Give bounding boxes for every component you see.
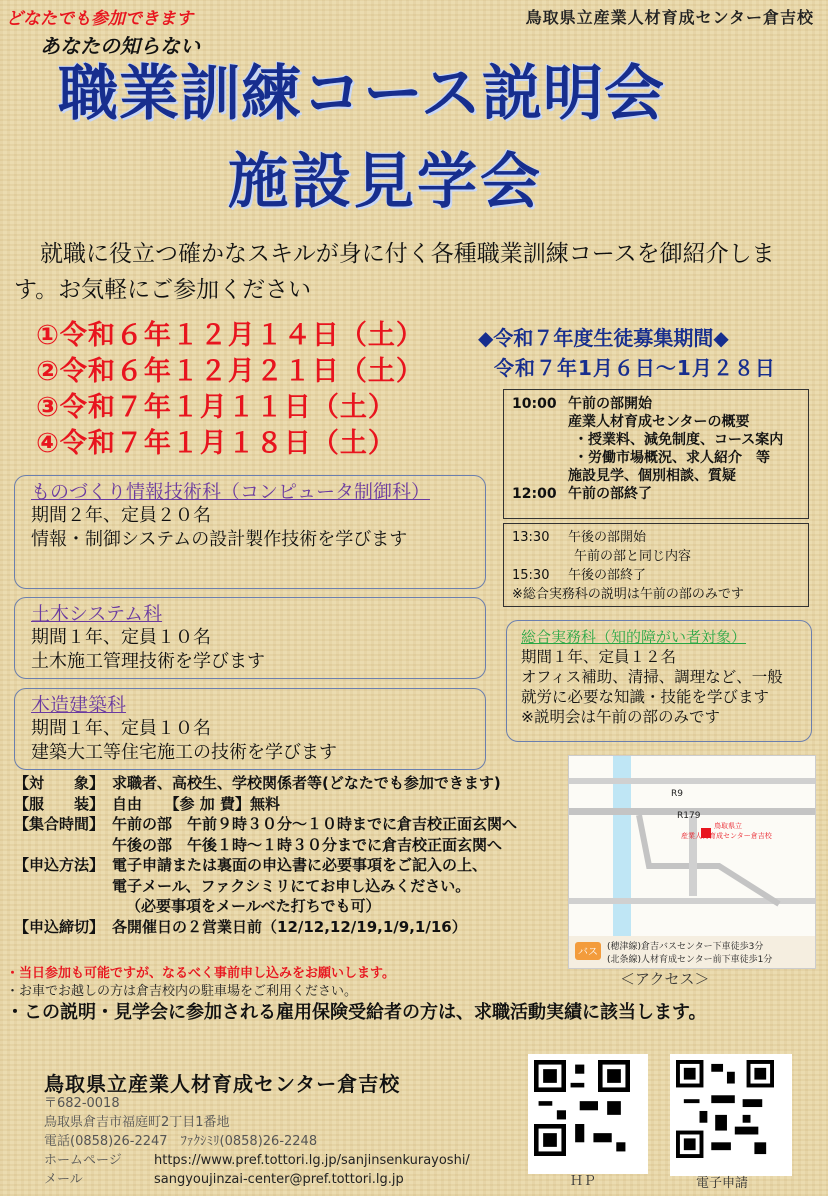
- footer-contact: [44, 1094, 470, 1189]
- apply-line-2: 電子メール、ファクシミリにてお申し込みください。: [112, 876, 471, 895]
- same-day-note: ・当日参加も可能ですが、なるべく事前申し込みをお願いします。: [6, 966, 395, 981]
- pretitle: あなたの知らない: [40, 34, 200, 58]
- target-label: 【対 象】: [14, 774, 105, 792]
- session-date-4: ④令和７年１月１８日（土）: [36, 428, 396, 459]
- map-graphic: [569, 756, 815, 968]
- map-center-label-2: 産業人材育成センター倉吉校: [681, 832, 772, 840]
- intro-text: 就職に役立つ確かなスキルが身に付く各種職業訓練コースを御紹介します。お気軽にご参加ください: [14, 241, 775, 303]
- course-period: 期間１年、定員１２名: [521, 648, 677, 666]
- session-date-3: ③令和７年１月１１日（土）: [36, 392, 396, 423]
- school-name-header: 鳥取県立産業人材育成センター倉吉校: [525, 8, 814, 27]
- map-bus-line-2: (北条線)人材育成センター前下車徒歩1分: [607, 955, 773, 965]
- map-r9: R9: [671, 789, 683, 799]
- afternoon-start-label: 午後の部開始: [568, 530, 647, 545]
- afternoon-end-time: 15:30: [512, 568, 550, 583]
- course-sougou-jitsumu: [506, 620, 812, 742]
- footer-phone: 電話(0858)26-2247 ﾌｧｸｼﾐﾘ(0858)26-2248: [44, 1134, 318, 1149]
- session-date-1: ①令和６年１２月１４日（土）: [36, 320, 424, 351]
- map-r179: R179: [677, 811, 701, 821]
- apply-qr-label: 電子申請: [696, 1176, 749, 1191]
- dress-value: 自由 【参 加 費】無料: [112, 794, 280, 813]
- footer-address: 鳥取県倉吉市福庭町2丁目1番地: [44, 1115, 230, 1130]
- hp-qr-label: ＨＰ: [570, 1174, 597, 1189]
- deadline-value: 各開催日の２営業日前（12/12,12/19,1/9,1/16）: [112, 917, 467, 936]
- qr-graphic: [676, 1060, 774, 1158]
- recruit-heading: ◆令和７年度生徒募集期間◆: [478, 326, 729, 350]
- anyone-can-join-note: どなたでも参加できます: [6, 9, 193, 29]
- apply-line-1: 電子申請または裏面の申込書に必要事項をご記入の上、: [112, 856, 488, 874]
- course-desc: 建築大工等住宅施工の技術を学びます: [31, 742, 337, 763]
- apply-qr-code[interactable]: [670, 1054, 792, 1176]
- overview-item-3: 施設見学、個別相談、質疑: [568, 468, 736, 484]
- course-doboku: [14, 597, 486, 679]
- course-period: 期間２年、定員２０名: [31, 505, 211, 526]
- morning-schedule: [503, 389, 809, 519]
- course-mokuzou: [14, 688, 486, 770]
- course-note: ※説明会は午前の部のみです: [521, 708, 720, 726]
- access-map: [568, 755, 816, 969]
- dress-label: 【服 装】: [14, 794, 105, 813]
- course-period: 期間１年、定員１０名: [31, 718, 211, 739]
- morning-end-time: 12:00: [512, 486, 557, 502]
- time-label: 【集合時間】: [14, 815, 105, 833]
- afternoon-end-label: 午後の部終了: [568, 568, 647, 583]
- morning-end-label: 午前の部終了: [568, 486, 652, 502]
- session-dates: [36, 318, 424, 462]
- course-name: 木造建築科: [31, 694, 127, 716]
- access-label: ＜アクセス＞: [620, 970, 710, 988]
- map-bus-line-1: (穂津線)倉吉バスセンター下車徒歩3分: [607, 942, 764, 952]
- deadline-label: 【申込締切】: [14, 917, 105, 936]
- afternoon-note: ※総合実務科の説明は午前の部のみです: [512, 587, 744, 602]
- overview: 産業人材育成センターの概要: [568, 414, 750, 430]
- hp-qr-code[interactable]: [528, 1054, 648, 1174]
- overview-item-2: ・労働市場概況、求人紹介 等: [574, 450, 770, 466]
- employment-insurance-note: ・この説明・見学会に参加される雇用保険受給者の方は、求職活動実績に該当します。: [6, 1002, 707, 1023]
- footer-mail-link[interactable]: sangyoujinzai-center@pref.tottori.lg.jp: [154, 1172, 404, 1187]
- morning-start-label: 午前の部開始: [568, 396, 652, 412]
- apply-line-3: （必要事項をメールべた打ちでも可）: [126, 897, 381, 915]
- course-desc: 土木施工管理技術を学びます: [31, 651, 265, 672]
- session-date-2: ②令和６年１２月２１日（土）: [36, 356, 424, 387]
- time-morning: 午前の部 午前９時３０分～１０時までに倉吉校正面玄関へ: [112, 815, 518, 833]
- parking-note: ・お車でお越しの方は倉吉校内の駐車場をご利用ください。: [6, 984, 358, 999]
- main-title: 職業訓練コース説明会: [58, 59, 665, 129]
- overview-item-1: ・授業料、減免制度、コース案内: [574, 432, 784, 448]
- afternoon-schedule: [503, 523, 809, 607]
- course-desc: 情報・制御システムの設計製作技術を学びます: [31, 529, 408, 550]
- map-bus-label: バス: [578, 947, 598, 958]
- course-desc-2: 就労に必要な知識・技能を学びます: [521, 688, 770, 706]
- course-name: 土木システム科: [31, 603, 163, 625]
- afternoon-start-time: 13:30: [512, 530, 550, 545]
- event-info: [14, 773, 574, 937]
- footer-zip: 〒682-0018: [44, 1096, 120, 1111]
- recruit-period: 令和７年1月６日～1月２８日: [494, 356, 776, 380]
- course-monozukuri: [14, 475, 486, 589]
- course-desc-1: オフィス補助、清掃、調理など、一般: [521, 668, 783, 686]
- footer-mail-label: メール: [44, 1172, 83, 1187]
- sub-title: 施設見学会: [228, 147, 543, 217]
- course-name: ものづくり情報技術科（コンピュータ制御科）: [31, 481, 431, 503]
- apply-label: 【申込方法】: [14, 856, 105, 874]
- time-afternoon: 午後の部 午後１時～１時３０分までに倉吉校正面玄関へ: [112, 835, 503, 854]
- course-name: 総合実務科（知的障がい者対象）: [521, 628, 747, 646]
- footer-hp-label: ホームページ: [44, 1153, 122, 1168]
- afternoon-same: 午前の部と同じ内容: [574, 549, 692, 564]
- morning-start-time: 10:00: [512, 396, 557, 412]
- course-period: 期間１年、定員１０名: [31, 627, 211, 648]
- qr-graphic: [534, 1060, 630, 1156]
- map-center-label: 鳥取県立: [714, 822, 742, 830]
- footer-hp-link[interactable]: https://www.pref.tottori.lg.jp/sanjinsenkurayoshi/: [154, 1153, 470, 1168]
- target-value: 求職者、高校生、学校関係者等(どなたでも参加できます): [112, 774, 501, 792]
- footer-school-name: 鳥取県立産業人材育成センター倉吉校: [44, 1072, 401, 1096]
